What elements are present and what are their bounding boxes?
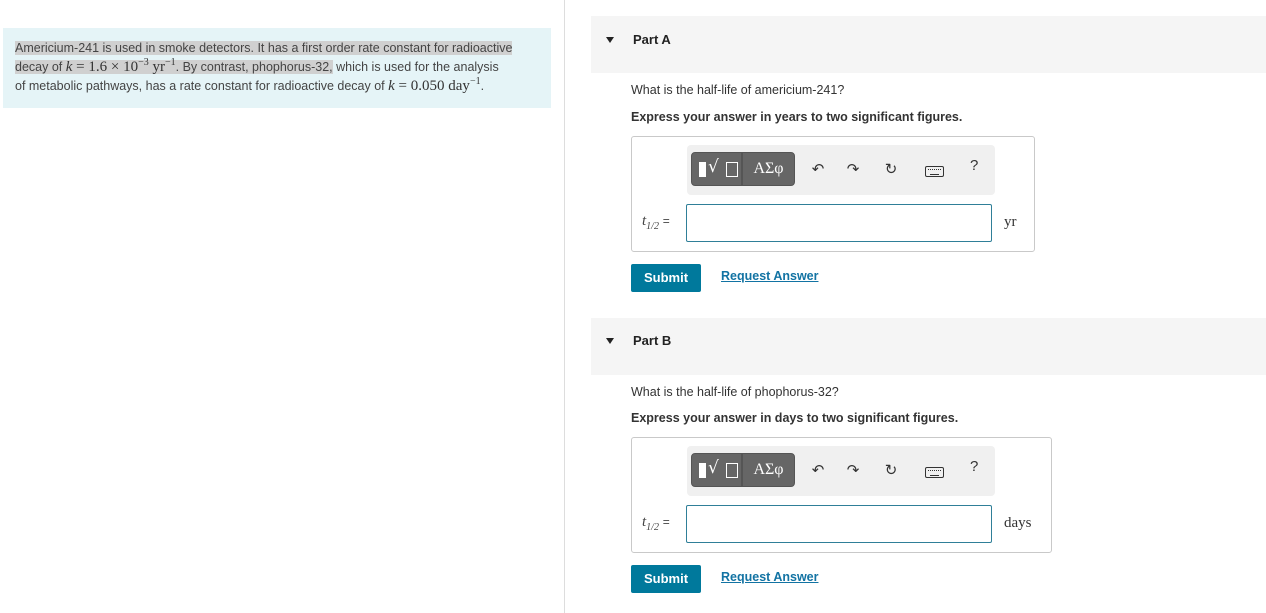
part-b-answer-box bbox=[631, 437, 1052, 553]
redo-icon[interactable]: ↷ bbox=[846, 160, 860, 178]
keyboard-icon[interactable] bbox=[925, 166, 944, 177]
template-box-icon bbox=[726, 463, 738, 478]
math-toolbar bbox=[687, 145, 995, 195]
intro-line-3: of metabolic pathways, has a rate constant for radioactive decay of k = 0.050 day$^{-1}$. bbox=[15, 76, 485, 94]
template-block-icon bbox=[699, 463, 706, 478]
part-b-instruction: Express your answer in days to two significant figures. bbox=[631, 411, 959, 425]
part-a-answer-box bbox=[631, 136, 1035, 252]
intro-text-box bbox=[3, 28, 551, 108]
part-b-question: What is the half-life of phophorus-32? bbox=[631, 385, 839, 399]
part-a-question: What is the half-life of americium-241? bbox=[631, 83, 845, 97]
undo-icon[interactable]: ↶ bbox=[811, 160, 825, 178]
reset-icon[interactable]: ↻ bbox=[884, 461, 898, 479]
undo-icon[interactable]: ↶ bbox=[811, 461, 825, 479]
keyboard-icon[interactable] bbox=[925, 467, 944, 478]
redo-icon[interactable]: ↷ bbox=[846, 461, 860, 479]
problem-intro-pane bbox=[0, 0, 565, 613]
part-a-submit-button[interactable]: Submit bbox=[631, 264, 701, 292]
symbols-button[interactable]: ΑΣφ bbox=[742, 453, 795, 487]
help-icon[interactable]: ? bbox=[970, 458, 979, 475]
t-half-label: $t_{1/2}$ = bbox=[642, 514, 670, 533]
part-a-answer-input[interactable] bbox=[686, 204, 992, 242]
caret-down-icon[interactable] bbox=[606, 37, 614, 43]
templates-button[interactable] bbox=[691, 152, 742, 186]
part-b-title[interactable]: Part B bbox=[633, 333, 672, 348]
symbols-button[interactable]: ΑΣφ bbox=[742, 152, 795, 186]
part-b-submit-button[interactable]: Submit bbox=[631, 565, 701, 593]
part-a-request-answer-link[interactable]: Request Answer bbox=[721, 269, 819, 283]
part-a-instruction: Express your answer in years to two significant figures. bbox=[631, 110, 963, 124]
part-a-title[interactable]: Part A bbox=[633, 32, 671, 47]
sqrt-icon: √ bbox=[708, 157, 719, 177]
part-b-header[interactable] bbox=[591, 318, 1266, 375]
unit-label: days bbox=[1004, 515, 1032, 531]
part-b-answer-input[interactable] bbox=[686, 505, 992, 543]
intro-line-2: decay of $k = 1.6 \times 10^{-3}$ $yr^{-1}$. By contrast, phophorus-32, which is used for the analysis bbox=[15, 57, 499, 75]
caret-down-icon[interactable] bbox=[606, 338, 614, 344]
template-box-icon bbox=[726, 162, 738, 177]
reset-icon[interactable]: ↻ bbox=[884, 160, 898, 178]
unit-label: yr bbox=[1004, 214, 1017, 230]
part-a-header[interactable] bbox=[591, 16, 1266, 73]
templates-button[interactable] bbox=[691, 453, 742, 487]
math-toolbar bbox=[687, 446, 995, 496]
sqrt-icon: √ bbox=[708, 458, 719, 478]
help-icon[interactable]: ? bbox=[970, 157, 979, 174]
t-half-label: $t_{1/2}$ = bbox=[642, 213, 670, 232]
intro-line-1: Americium-241 is used in smoke detectors. It has a first order rate constant for radioactive bbox=[15, 41, 513, 55]
part-b-request-answer-link[interactable]: Request Answer bbox=[721, 570, 819, 584]
template-block-icon bbox=[699, 162, 706, 177]
